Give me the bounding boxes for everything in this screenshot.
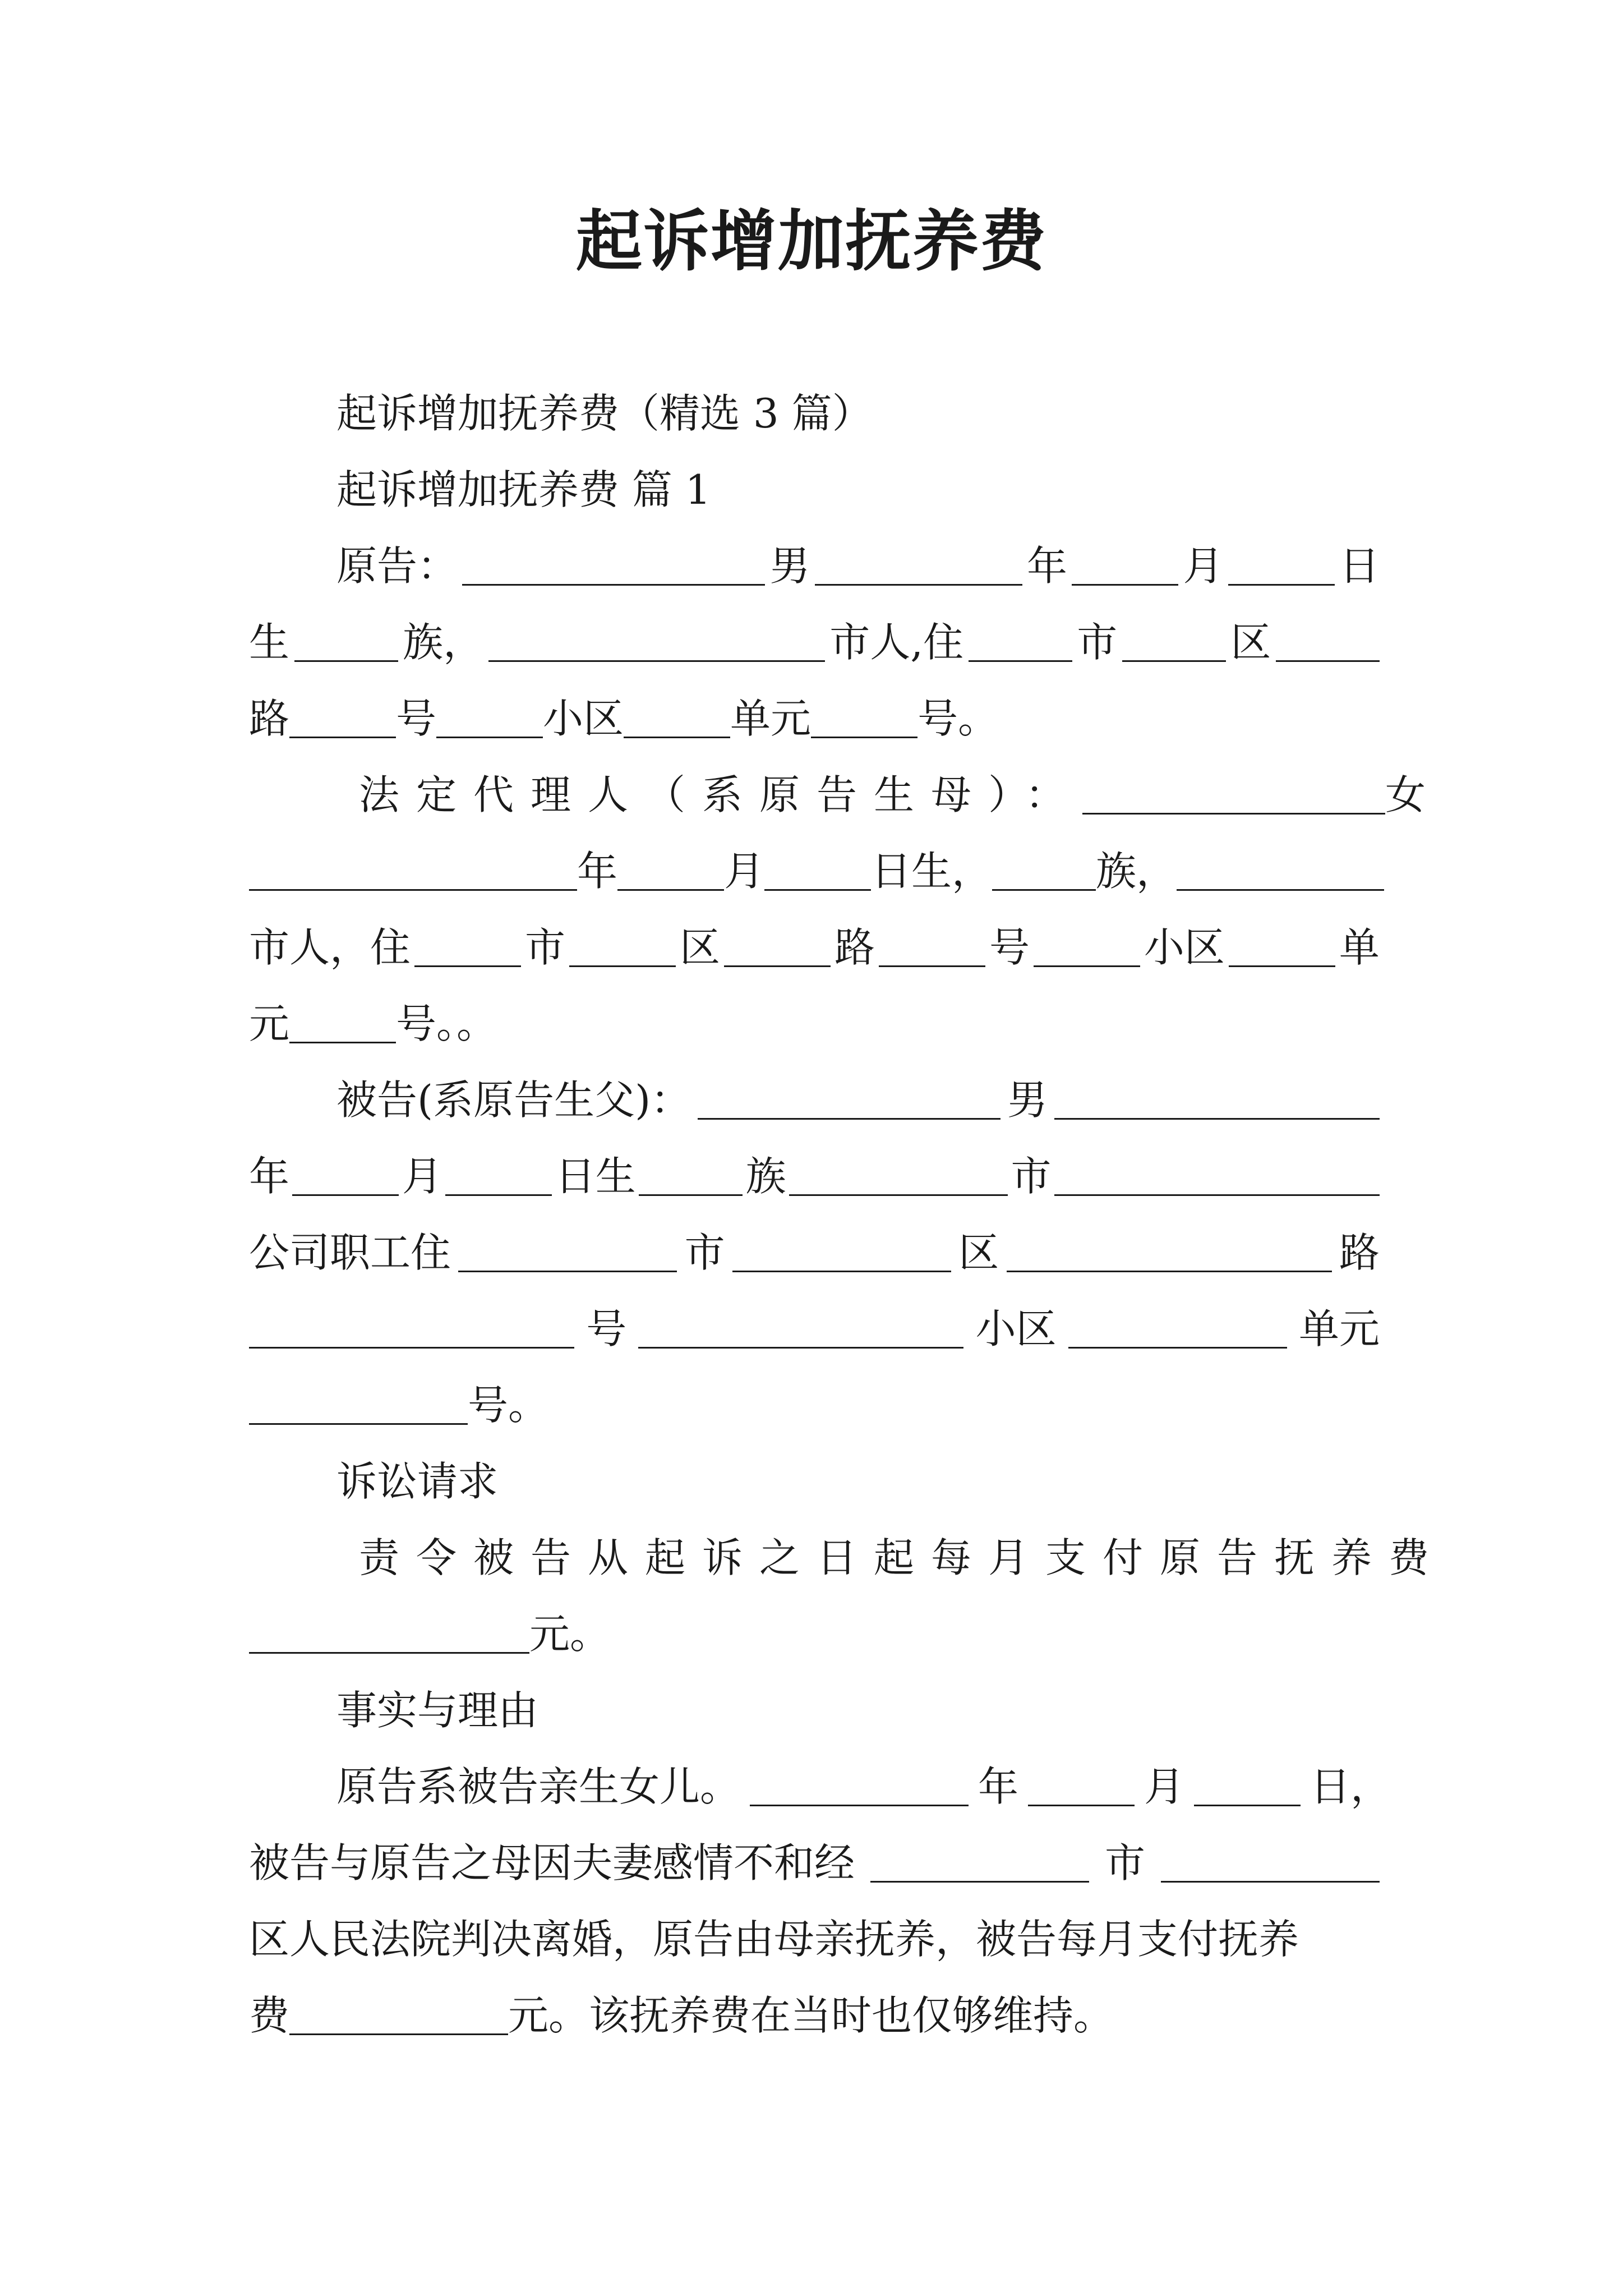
fill-blank bbox=[879, 922, 985, 967]
fill-blank bbox=[292, 1151, 399, 1196]
fill-blank bbox=[249, 1379, 468, 1425]
text: 区 bbox=[679, 924, 720, 971]
claims-heading bbox=[336, 1451, 498, 1512]
text: 月 bbox=[724, 848, 765, 895]
agent-line-4 bbox=[249, 993, 497, 1055]
text: 单元 bbox=[1298, 1305, 1380, 1352]
fill-blank bbox=[249, 1608, 529, 1654]
facts-line-2 bbox=[249, 1832, 1380, 1894]
fill-blank bbox=[1229, 922, 1335, 967]
text: 元 bbox=[249, 1000, 290, 1047]
defendant-line-4 bbox=[249, 1298, 1380, 1360]
defendant-label: 被告(系原告生父)： bbox=[336, 1076, 691, 1124]
fill-blank bbox=[639, 1151, 743, 1196]
text: 小区 bbox=[975, 1305, 1057, 1352]
text: 市 bbox=[684, 1229, 725, 1276]
fill-blank bbox=[815, 540, 1022, 586]
text: 号 bbox=[586, 1305, 627, 1352]
text: 号。 bbox=[468, 1382, 549, 1429]
fill-blank bbox=[436, 693, 543, 738]
text: 族 bbox=[745, 1153, 786, 1200]
fill-blank bbox=[445, 1151, 552, 1196]
fill-blank bbox=[462, 540, 765, 586]
section-heading-text: 起诉增加抚养费 篇 1 bbox=[336, 466, 711, 513]
plaintiff-line-1 bbox=[336, 535, 1380, 597]
claims-heading-text: 诉讼请求 bbox=[336, 1458, 499, 1505]
text: 原告系被告亲生女儿。 bbox=[336, 1763, 741, 1810]
text: 市人,住 bbox=[829, 619, 964, 666]
claims-line-1 bbox=[359, 1527, 1446, 1589]
text: 号 bbox=[396, 695, 437, 742]
fill-blank bbox=[294, 616, 398, 662]
text: 市 bbox=[1011, 1153, 1052, 1200]
text: 小区 bbox=[543, 695, 624, 742]
fill-blank bbox=[569, 922, 676, 967]
text: 单元 bbox=[730, 695, 811, 742]
fill-blank bbox=[1177, 845, 1384, 891]
text: 小区 bbox=[1144, 924, 1225, 971]
text: 市 bbox=[1077, 619, 1118, 666]
text: 市 bbox=[524, 924, 565, 971]
fill-blank bbox=[1054, 1151, 1380, 1196]
text: 日， bbox=[1310, 1763, 1391, 1810]
text: 被告与原告之母因夫妻感情不和经 bbox=[249, 1839, 855, 1887]
defendant-line-5 bbox=[249, 1374, 548, 1436]
fill-blank bbox=[870, 1837, 1089, 1883]
fill-blank bbox=[1276, 616, 1380, 662]
text: 费 bbox=[249, 1992, 290, 2039]
fill-blank bbox=[624, 693, 730, 738]
plaintiff-line-2 bbox=[249, 611, 1380, 673]
text: 公司职工住 bbox=[249, 1229, 451, 1276]
facts-line-4 bbox=[249, 1985, 1114, 2046]
claims-text: 责令被告从起诉之日起每月支付原告抚养费 bbox=[359, 1534, 1446, 1581]
agent-line-1 bbox=[359, 764, 1426, 826]
text: 区人民法院判决离婚，原告由母亲抚养，被告每月支付抚养 bbox=[249, 1916, 1299, 1963]
text: 路 bbox=[249, 695, 290, 742]
fill-blank bbox=[249, 845, 577, 891]
fill-blank bbox=[249, 1303, 574, 1349]
text: 男 bbox=[1007, 1076, 1048, 1124]
fill-blank bbox=[1122, 616, 1226, 662]
fill-blank bbox=[789, 1151, 1008, 1196]
fill-blank bbox=[1228, 540, 1335, 586]
text: 月 bbox=[402, 1153, 442, 1200]
text: 日生 bbox=[555, 1153, 636, 1200]
text: 单 bbox=[1339, 924, 1380, 971]
fill-blank bbox=[1068, 1303, 1287, 1349]
fill-blank bbox=[289, 1990, 508, 2035]
text: 元。该抚养费在当时也仅够维持。 bbox=[508, 1992, 1114, 2039]
fill-blank bbox=[1072, 540, 1178, 586]
facts-line-3 bbox=[249, 1908, 1299, 1970]
section-heading bbox=[336, 459, 711, 521]
fill-blank bbox=[488, 616, 825, 662]
fill-blank bbox=[811, 693, 917, 738]
defendant-line-2 bbox=[249, 1145, 1380, 1207]
text: 月 bbox=[1144, 1763, 1184, 1810]
fill-blank bbox=[764, 845, 871, 891]
text: 月 bbox=[1183, 542, 1224, 590]
text: 路 bbox=[834, 924, 875, 971]
text: 号。。 bbox=[396, 1000, 497, 1047]
text: 生 bbox=[249, 619, 290, 666]
fill-blank bbox=[969, 616, 1072, 662]
text: 年 bbox=[1026, 542, 1067, 590]
agent-line-2 bbox=[249, 840, 1380, 902]
text: 女 bbox=[1385, 771, 1426, 818]
text: 族， bbox=[403, 619, 484, 666]
fill-blank bbox=[1054, 1074, 1380, 1120]
text: 日 bbox=[1339, 542, 1380, 590]
facts-heading-text: 事实与理由 bbox=[336, 1687, 539, 1734]
fill-blank bbox=[414, 922, 521, 967]
defendant-line-1 bbox=[336, 1069, 1380, 1131]
text: 区 bbox=[1230, 619, 1271, 666]
fill-blank bbox=[289, 693, 396, 738]
text: 市人，住 bbox=[249, 924, 411, 971]
fill-blank bbox=[750, 1761, 969, 1806]
text: 元。 bbox=[529, 1611, 611, 1658]
fill-blank bbox=[638, 1303, 963, 1349]
subtitle bbox=[336, 383, 873, 444]
text: 男 bbox=[769, 542, 810, 590]
fill-blank bbox=[1007, 1227, 1332, 1272]
agent-label: 法定代理人（系原告生母）： bbox=[359, 771, 1083, 818]
facts-line-1 bbox=[336, 1756, 1391, 1818]
subtitle-text: 起诉增加抚养费（精选 3 篇） bbox=[336, 390, 873, 437]
fill-blank bbox=[1028, 1761, 1135, 1806]
claims-line-2 bbox=[249, 1603, 610, 1665]
text: 日生， bbox=[871, 848, 993, 895]
text: 区 bbox=[958, 1229, 999, 1276]
document-title: 起诉增加抚养费 bbox=[575, 202, 1047, 280]
text: 市 bbox=[1104, 1839, 1145, 1887]
text: 年 bbox=[577, 848, 618, 895]
fill-blank bbox=[289, 998, 396, 1043]
plaintiff-label: 原告： bbox=[336, 542, 458, 590]
text: 号。 bbox=[917, 695, 999, 742]
text: 号 bbox=[989, 924, 1030, 971]
facts-heading bbox=[336, 1680, 538, 1741]
defendant-line-3 bbox=[249, 1222, 1380, 1283]
fill-blank bbox=[992, 845, 1096, 891]
plaintiff-line-3 bbox=[249, 688, 998, 749]
fill-blank bbox=[617, 845, 724, 891]
fill-blank bbox=[1082, 769, 1385, 815]
text: 年 bbox=[978, 1763, 1018, 1810]
fill-blank bbox=[1161, 1837, 1380, 1883]
fill-blank bbox=[1034, 922, 1140, 967]
text: 族， bbox=[1096, 848, 1177, 895]
fill-blank bbox=[698, 1074, 1000, 1120]
text: 路 bbox=[1339, 1229, 1380, 1276]
fill-blank bbox=[724, 922, 831, 967]
fill-blank bbox=[458, 1227, 677, 1272]
agent-line-3 bbox=[249, 917, 1380, 978]
fill-blank bbox=[1194, 1761, 1301, 1806]
fill-blank bbox=[732, 1227, 951, 1272]
text: 年 bbox=[249, 1153, 290, 1200]
